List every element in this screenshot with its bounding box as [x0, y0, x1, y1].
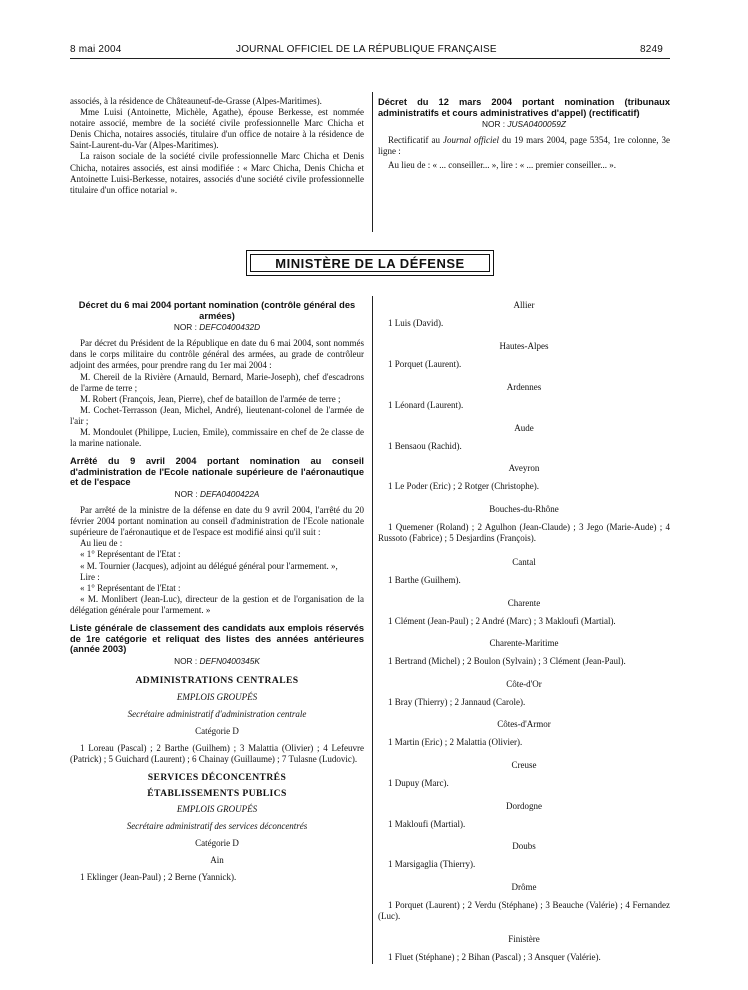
region-block: [378, 300, 670, 329]
region-block: [378, 801, 670, 830]
nor-reference: [378, 119, 670, 130]
region-heading: Allier: [513, 300, 535, 310]
paragraph: Mme Luisi (Antoinette, Michèle, Agathe), épouse Berkesse, est nommée notaire associé, membre de la société civile professionnelle Marc Chicha et Denis Chicha, notaires associés, titulaire d'un office de notaire à la résidence de Saint-Laurent-du-Var (Alpes-Maritimes).: [70, 107, 364, 151]
candidate-list: 1 Barthe (Guilhem).: [388, 575, 461, 586]
paragraph: « M. Tournier (Jacques), adjoint au délégué général pour l'armement. »,: [80, 560, 338, 571]
text-run-italic: Journal officiel: [443, 135, 500, 146]
section-heading: ÉTABLISSEMENTS PUBLICS: [147, 787, 287, 799]
paragraph: Au lieu de :: [80, 538, 123, 549]
nor-reference: [70, 322, 364, 333]
region-block: [378, 382, 670, 411]
region-heading: Aude: [514, 423, 534, 433]
list-title: Liste générale de classement des candidats aux emplois réservés de 1re catégorie et reliquat des listes des années antérieures (année 2003): [70, 623, 364, 655]
region-heading: Ain: [210, 854, 224, 865]
paragraph: Par arrêté de la ministre de la défense en date du 9 avril 2004, l'arrêté du 20 février 2004 portant nomination au conseil d'administration de l'Ecole nationale supérieure de l'aéronautique et de l'espace est modifié ainsi qu'il suit :: [70, 505, 364, 538]
category-heading: Catégorie D: [195, 726, 239, 737]
candidate-list: 1 Clément (Jean-Paul) ; 2 André (Marc) ; 3 Makloufi (Martial).: [388, 616, 616, 627]
region-block: [378, 934, 670, 963]
candidate-list: 1 Makloufi (Martial).: [388, 819, 466, 830]
candidate-list: 1 Loreau (Pascal) ; 2 Barthe (Guilhem) ; 3 Malattia (Olivier) ; 4 Lefeuvre (Patrick) ; 5 Guichard (Laurent) ; 6 Chainay (Guillaume) ; 7 Tulasne (Ludovic).: [70, 743, 364, 765]
job-title-heading: Secrétaire administratif d'administration centrale: [127, 709, 307, 720]
region-heading: Bouches-du-Rhône: [489, 504, 559, 514]
candidate-list: 1 Dupuy (Marc).: [388, 778, 449, 789]
region-heading: Hautes-Alpes: [499, 341, 549, 351]
decree-title: Décret du 12 mars 2004 portant nomination (tribunaux administratifs et cours administratives d'appel) (rectificatif): [378, 97, 670, 118]
section-heading: SERVICES DÉCONCENTRÉS: [147, 772, 287, 784]
category-heading: Catégorie D: [195, 837, 239, 848]
paragraph: « M. Monlibert (Jean-Luc), directeur de la gestion et de l'organisation de la délégation générale pour l'armement. »: [70, 593, 364, 615]
region-heading: Creuse: [511, 760, 537, 770]
paragraph: « 1° Représentant de l'Etat :: [80, 549, 181, 560]
candidate-list: 1 Bensaou (Rachid).: [388, 441, 462, 452]
decree-title: Décret du 6 mai 2004 portant nomination (contrôle général des armées): [78, 300, 356, 321]
paragraph: associés, à la résidence de Châteauneuf-de-Grasse (Alpes-Maritimes).: [70, 96, 322, 106]
column-divider-main: [372, 296, 373, 964]
region-heading: Côtes-d'Armor: [497, 719, 551, 729]
paragraph: Au lieu de : « ... conseiller... », lire : « ... premier conseiller... ».: [388, 160, 616, 171]
region-heading: Finistère: [508, 934, 540, 944]
paragraph: M. Chereil de la Rivière (Arnauld, Bernard, Marie-Joseph), chef d'escadrons de l'arme de terre ;: [70, 371, 364, 393]
region-block: [378, 719, 670, 748]
region-heading: Ardennes: [506, 382, 542, 392]
region-block: [378, 463, 670, 492]
candidate-list: 1 Bray (Thierry) ; 2 Jannaud (Carole).: [388, 697, 526, 708]
candidate-list: 1 Martin (Eric) ; 2 Malattia (Olivier).: [388, 737, 523, 748]
column-divider-top: [372, 92, 373, 232]
nor-reference: [70, 489, 364, 500]
region-heading: Doubs: [512, 841, 536, 851]
region-block: [378, 341, 670, 370]
nor-label: NOR :: [173, 322, 197, 333]
region-block: [378, 679, 670, 708]
candidate-list: 1 Porquet (Laurent) ; 2 Verdu (Stéphane) ; 3 Beauche (Valérie) ; 4 Fernandez (Luc).: [378, 900, 670, 922]
ministry-banner: [246, 250, 494, 276]
region-heading: Cantal: [512, 557, 536, 567]
main-left-column: [70, 300, 364, 883]
region-block: [378, 504, 670, 544]
ministry-title: MINISTÈRE DE LA DÉFENSE: [250, 254, 490, 272]
arrete-title: Arrêté du 9 avril 2004 portant nomination au conseil d'administration de l'Ecole nationale supérieure de l'aéronautique et de l'espace: [70, 456, 364, 488]
nor-code: DEFA0400422A: [200, 489, 260, 499]
region-heading: Aveyron: [508, 463, 540, 473]
nor-code: JUSA0400059Z: [507, 119, 566, 130]
paragraph: M. Robert (François, Jean, Pierre), chef de bataillon de l'armée de terre ;: [80, 393, 341, 404]
candidate-list: 1 Quemener (Roland) ; 2 Agulhon (Jean-Claude) ; 3 Jego (Marie-Aude) ; 4 Russoto (Fabrice) ; 5 Desjardins (François).: [378, 522, 670, 544]
subsection-heading: EMPLOIS GROUPÉS: [176, 803, 258, 814]
region-block: [378, 841, 670, 870]
candidate-list: 1 Le Poder (Eric) ; 2 Rotger (Christophe).: [388, 481, 539, 492]
region-heading: Drôme: [511, 882, 537, 892]
region-heading: Côte-d'Or: [506, 679, 542, 689]
paragraph: M. Mondoulet (Philippe, Lucien, Emile), commissaire en chef de 2e classe de la marine nationale.: [70, 427, 364, 449]
header-journal-title: JOURNAL OFFICIEL DE LA RÉPUBLIQUE FRANÇAISE: [236, 44, 497, 55]
candidate-list: 1 Porquet (Laurent).: [388, 359, 462, 370]
paragraph: La raison sociale de la société civile professionnelle Marc Chicha et Denis Chicha, notaires associés, est ainsi modifiée : « Marc Chicha, Denis Chicha et Antoinette Luisi-Berkesse, notaires, associés d'une société civile professionnelle titulaire d'un office notarial ».: [70, 151, 364, 195]
section-heading: ADMINISTRATIONS CENTRALES: [135, 674, 299, 686]
paragraph: M. Cochet-Terrasson (Jean, Michel, André), lieutenant-colonel de l'armée de l'air ;: [70, 404, 364, 426]
candidate-list: 1 Marsigaglia (Thierry).: [388, 859, 476, 870]
paragraph: « 1° Représentant de l'Etat :: [80, 582, 181, 593]
region-block: [378, 882, 670, 922]
region-block: [378, 638, 670, 667]
text-run: Rectificatif au: [388, 135, 444, 146]
candidate-list: 1 Léonard (Laurent).: [388, 400, 464, 411]
paragraph: Par décret du Président de la République en date du 6 mai 2004, sont nommés dans le corps militaire du contrôle général des armées, au grade de contrôleur adjoint des armées, pour prendre rang du 1er mai 2004 :: [70, 338, 364, 371]
job-title-heading: Secrétaire administratif des services déconcentrés: [126, 820, 308, 831]
region-block: [378, 557, 670, 586]
region-heading: Dordogne: [506, 801, 542, 811]
top-left-column: [70, 96, 364, 196]
candidate-list: 1 Luis (David).: [388, 318, 444, 329]
header-date: 8 mai 2004: [70, 44, 122, 55]
nor-reference: [70, 656, 364, 667]
nor-label: NOR :: [174, 489, 198, 499]
region-heading: Charente-Maritime: [489, 638, 559, 648]
region-block: [378, 423, 670, 452]
region-block: [378, 760, 670, 789]
text-run: du 19 mars 2004, page 5354, 1re colonne, 3e ligne :: [378, 135, 670, 157]
nor-code: DEFN0400345K: [199, 655, 260, 666]
nor-label: NOR :: [174, 655, 198, 666]
candidate-list: 1 Eklinger (Jean-Paul) ; 2 Berne (Yannick).: [80, 872, 237, 883]
header-page-number: 8249: [640, 44, 664, 55]
subsection-heading: EMPLOIS GROUPÉS: [176, 692, 258, 702]
nor-code: DEFC0400432D: [199, 322, 261, 333]
nor-label: NOR :: [482, 119, 506, 130]
paragraph: [378, 135, 670, 157]
region-block: [378, 598, 670, 627]
candidate-list: 1 Bertrand (Michel) ; 2 Boulon (Sylvain) ; 3 Clément (Jean-Paul).: [388, 656, 626, 667]
header-rule: [70, 58, 670, 59]
top-right-column: [378, 97, 670, 172]
region-heading: Charente: [507, 598, 541, 608]
candidate-list: 1 Fluet (Stéphane) ; 2 Bihan (Pascal) ; 3 Ansquer (Valérie).: [388, 952, 601, 963]
paragraph: Lire :: [80, 571, 100, 582]
